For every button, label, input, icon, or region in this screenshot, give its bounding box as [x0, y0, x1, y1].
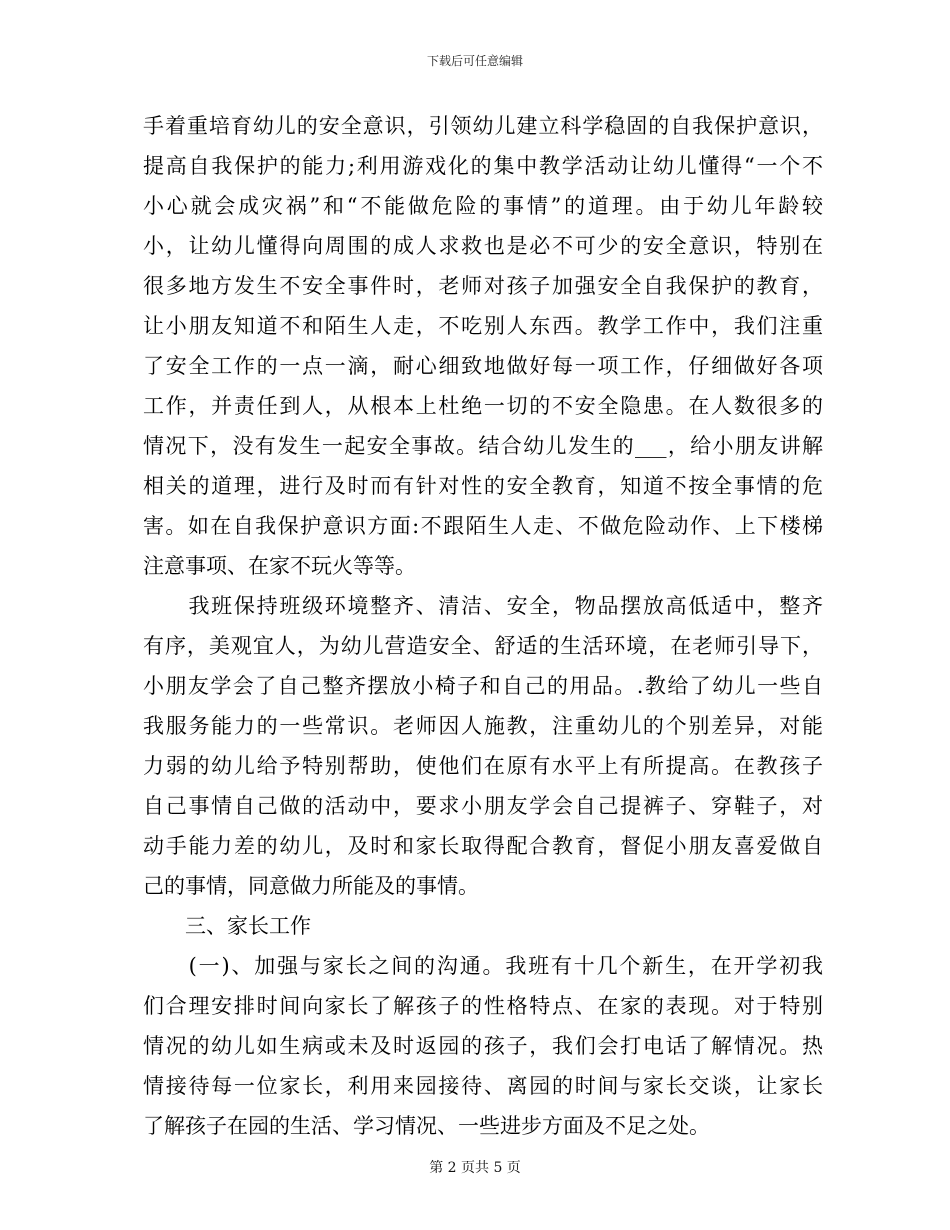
body-line: 小，让幼儿懂得向周围的成人求救也是必不可少的安全意识，特别在 [143, 234, 823, 258]
body-line: 了解孩子在园的生活、学习情况、一些进步方面及不足之处。 [143, 1114, 710, 1138]
body-line: 动手能力差的幼儿，及时和家长取得配合教育，督促小朋友喜爱做自 [143, 834, 823, 858]
body-line: (一)、加强与家长之间的沟通。我班有十几个新生，在开学初我 [143, 954, 823, 978]
body-line: 注意事项、在家不玩火等等。 [143, 554, 416, 578]
body-line: 很多地方发生不安全事件时，老师对孩子加强安全自我保护的教育， [143, 274, 823, 298]
body-line: 我服务能力的一些常识。老师因人施教，注重幼儿的个别差异，对能 [143, 714, 823, 738]
body-line: 了安全工作的一点一滴，耐心细致地做好每一项工作，仔细做好各项 [143, 354, 823, 378]
body-line: 自己事情自己做的活动中，要求小朋友学会自己提裤子、穿鞋子，对 [143, 794, 823, 818]
body-line: 情况下，没有发生一起安全事故。结合幼儿发生的___，给小朋友讲解 [143, 434, 823, 458]
body-line: 我班保持班级环境整齐、清洁、安全，物品摆放高低适中，整齐 [143, 594, 823, 618]
section-heading: 三、家长工作 [143, 914, 311, 938]
body-line: 情接待每一位家长，利用来园接待、离园的时间与家长交谈，让家长 [143, 1074, 823, 1098]
page-header: 下载后可任意编辑 [426, 54, 523, 68]
body-line: 小心就会成灾祸”和“不能做危险的事情”的道理。由于幼儿年龄较 [143, 194, 823, 218]
body-line: 工作，并责任到人，从根本上杜绝一切的不安全隐患。在人数很多的 [143, 394, 823, 418]
body-line: 提高自我保护的能力;利用游戏化的集中教学活动让幼儿懂得“一个不 [143, 154, 823, 178]
body-line: 有序，美观宜人，为幼儿营造安全、舒适的生活环境，在老师引导下， [143, 634, 823, 658]
body-line: 情况的幼儿如生病或未及时返园的孩子，我们会打电话了解情况。热 [143, 1034, 823, 1058]
body-line: 小朋友学会了自己整齐摆放小椅子和自己的用品。.教给了幼儿一些自 [143, 674, 823, 698]
body-line: 相关的道理，进行及时而有针对性的安全教育，知道不按全事情的危 [143, 474, 823, 498]
body-line: 让小朋友知道不和陌生人走，不吃别人东西。教学工作中，我们注重 [143, 314, 823, 338]
page-number: 第 2 页共 5 页 [429, 1160, 521, 1176]
body-line: 们合理安排时间向家长了解孩子的性格特点、在家的表现。对于特别 [143, 994, 823, 1018]
body-line: 己的事情，同意做力所能及的事情。 [143, 874, 479, 898]
body-line: 手着重培育幼儿的安全意识，引领幼儿建立科学稳固的自我保护意识， [143, 114, 823, 138]
body-line: 害。如在自我保护意识方面:不跟陌生人走、不做危险动作、上下楼梯 [143, 514, 823, 538]
body-line: 力弱的幼儿给予特别帮助，使他们在原有水平上有所提高。在教孩子 [143, 754, 823, 778]
